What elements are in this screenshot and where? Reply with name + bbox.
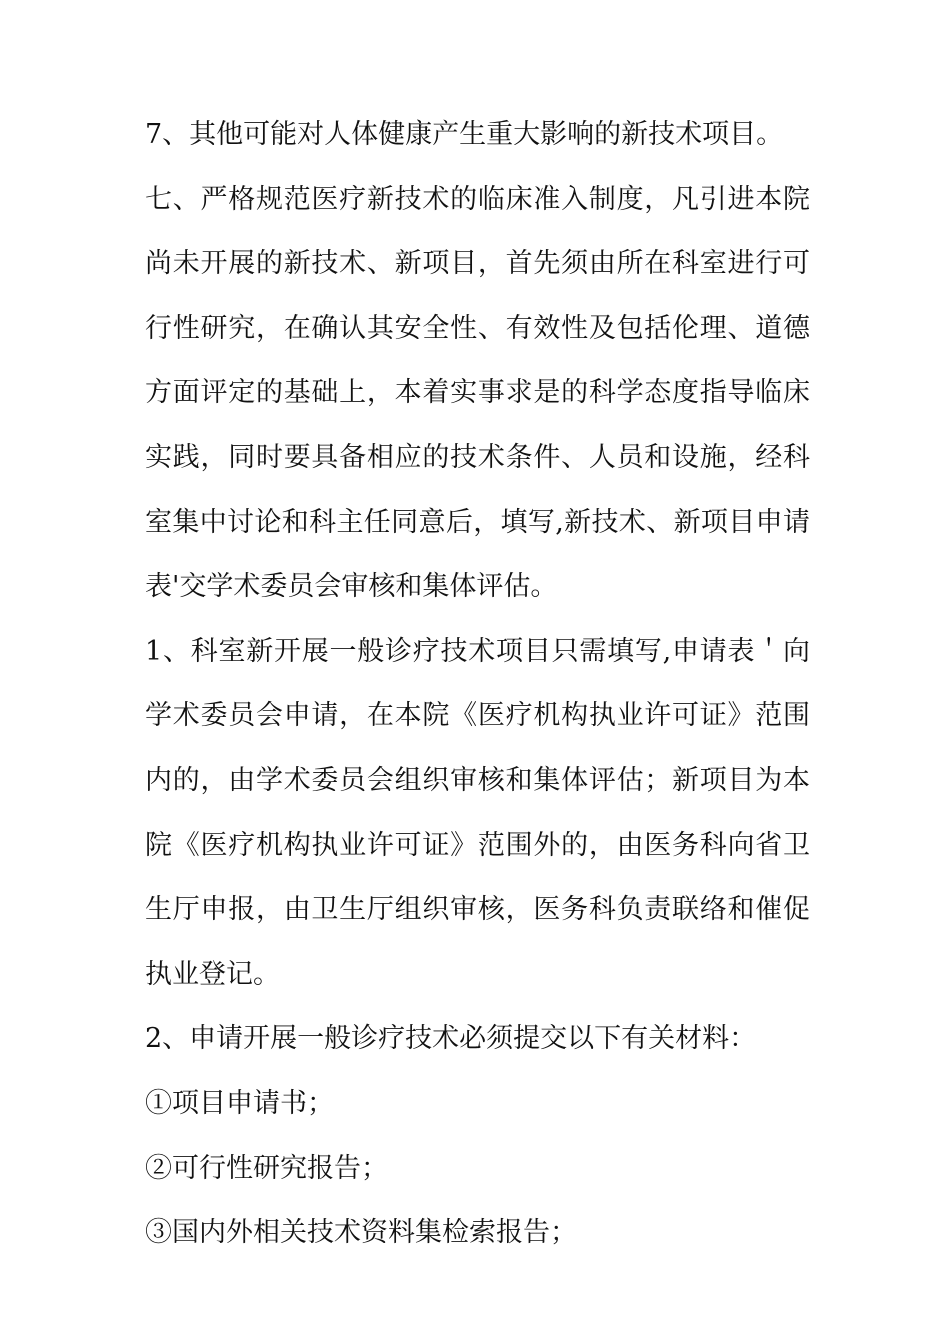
document-body xyxy=(145,103,810,1266)
paragraph-item-2: 2、申请开展一般诊疗技术必须提交以下有关材料： xyxy=(145,1023,757,1055)
paragraph-item-1: 1、科室新开展一般诊疗技术项目只需填写,申请表＇向学术委员会申请，在本院《医疗机构执业许可证》范围内的，由学术委员会组织审核和集体评估；新项目为本院《医疗机构执业许可证》范围外的，由医务科向省卫生厅申报，由卫生厅组织审核，医务科负责联络和催促执业登记。 xyxy=(145,635,810,990)
paragraph-section-seven: 七、严格规范医疗新技术的临床准入制度，凡引进本院尚未开展的新技术、新项目，首先须由所在科室进行可行性研究，在确认其安全性、有效性及包括伦理、道德方面评定的基础上，本着实事求是的科学态度指导临床实践，同时要具备相应的技术条件、人员和设施，经科室集中讨论和科主任同意后，填写,新技术、新项目申请表'交学术委员会审核和集体评估。 xyxy=(145,183,810,603)
list-item-project-application: ①项目申请书； xyxy=(145,1087,334,1119)
list-item-feasibility-report: ②可行性研究报告； xyxy=(145,1152,388,1184)
list-item-literature-search-report: ③国内外相关技术资料集检索报告； xyxy=(145,1217,577,1249)
paragraph-item-7: 7、其他可能对人体健康产生重大影响的新技术项目。 xyxy=(145,119,784,150)
